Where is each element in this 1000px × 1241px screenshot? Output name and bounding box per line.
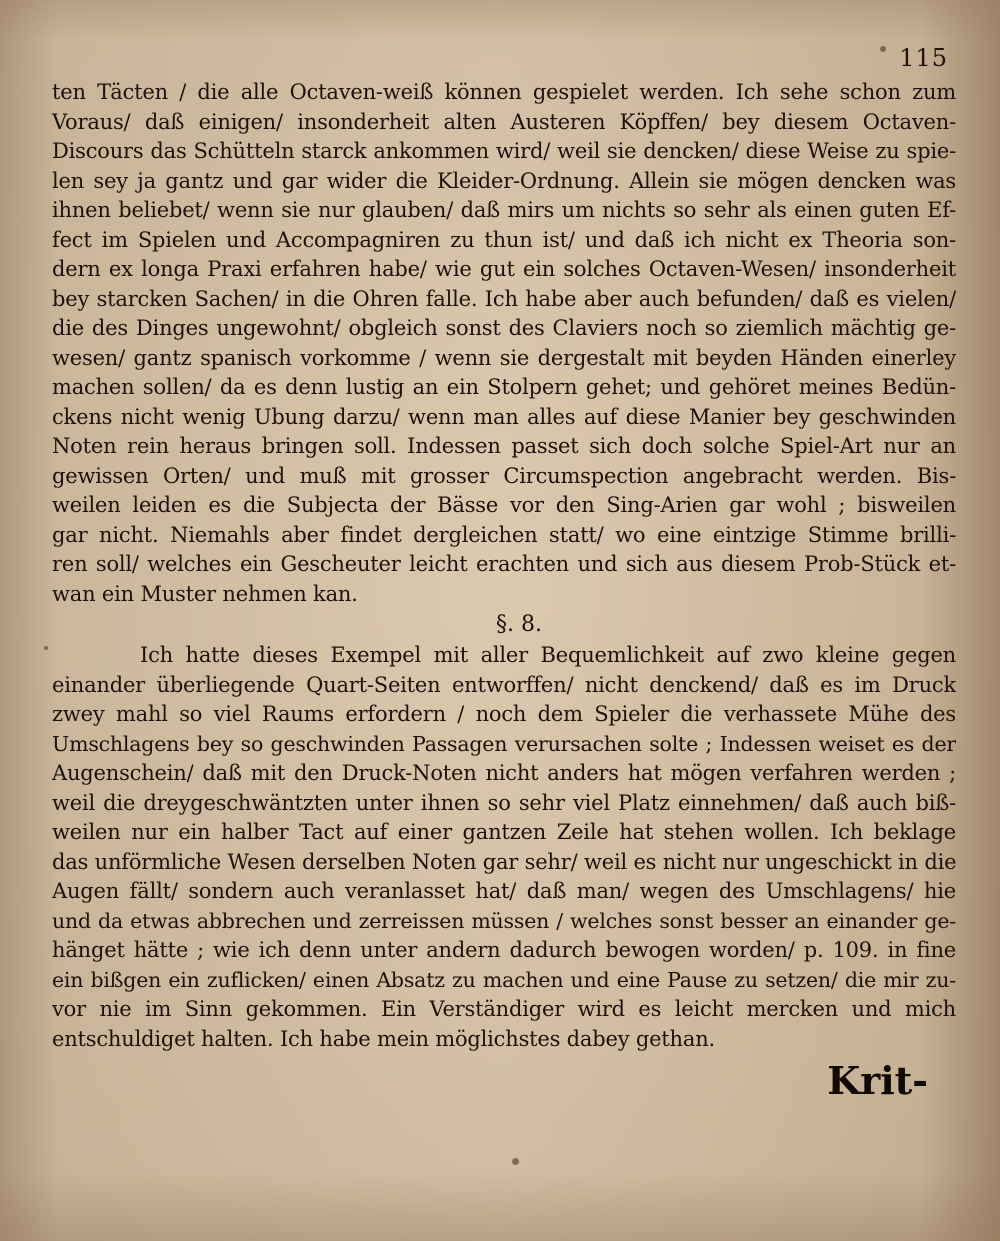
text-line: Augen fällt/ sondern auch veranlasset hat/ daß man/ wegen des Umschlagens/ hie <box>52 879 956 903</box>
text-line: das unförmliche Wesen derselben Noten gar sehr/ weil es nicht nur ungeschickt in die <box>52 849 956 874</box>
text-line: ckens nicht wenig Ubung darzu/ wenn man alles auf diese Manier bey geschwinden <box>52 404 956 429</box>
ink-spot <box>880 46 886 52</box>
text-line: bey starcken Sachen/ in die Ohren falle. Ich habe aber auch befunden/ daß es vielen/ <box>52 286 956 311</box>
text-line: gewissen Orten/ und muß mit grosser Circumspection angebracht werden. Bis- <box>52 463 956 488</box>
catchword: Krit- <box>827 1058 928 1103</box>
text-line: zwey mahl so viel Raums erfordern / noch dem Spieler die verhassete Mühe des <box>52 702 956 726</box>
text-line: dern ex longa Praxi erfahren habe/ wie gut ein solches Octaven-Wesen/ insonderheit <box>52 257 956 281</box>
text-line: machen sollen/ da es denn lustig an ein Stolpern gehet; und gehöret meines Bedün- <box>52 375 956 399</box>
text-line: ren soll/ welches ein Gescheuter leicht erachten und sich aus diesem Prob-Stück et- <box>52 552 956 576</box>
text-line: fect im Spielen und Accompagniren zu thun ist/ und daß ich nicht ex Theoria son- <box>52 227 956 252</box>
text-line: Ich hatte dieses Exempel mit aller Bequemlichkeit auf zwo kleine gegen <box>140 643 956 667</box>
text-line: Voraus/ daß einigen/ insonderheit alten Austeren Köpffen/ bey diesem Octaven- <box>52 109 956 134</box>
text-line: einander überliegende Quart-Seiten entworffen/ nicht denckend/ daß es im Druck <box>52 672 956 697</box>
text-line: ein bißgen ein zuflicken/ einen Absatz zu machen und eine Pause zu setzen/ die mir zu- <box>52 967 956 992</box>
text-line: gar nicht. Niemahls aber findet dergleichen statt/ wo eine eintzige Stimme brilli- <box>52 522 956 547</box>
section-heading: §. 8. <box>496 612 542 637</box>
page-number: 115 <box>899 44 948 72</box>
text-line: die des Dinges ungewohnt/ obgleich sonst des Claviers noch so ziemlich mächtig ge- <box>52 316 956 340</box>
page-shadow-bottom <box>0 1171 1000 1241</box>
body-text <box>52 78 956 1054</box>
text-line: vor nie im Sinn gekommen. Ein Verständiger wird es leicht mercken und mich <box>52 997 956 1021</box>
text-line: entschuldiget halten. Ich habe mein möglichstes dabey gethan. <box>52 1026 715 1051</box>
text-line: ihnen beliebet/ wenn sie nur glauben/ daß mirs um nichts so sehr als einen guten Ef- <box>52 198 956 222</box>
text-line: Augenschein/ daß mit den Druck-Noten nicht anders hat mögen verfahren werden ; <box>52 761 956 785</box>
text-line: wan ein Muster nehmen kan. <box>52 581 358 606</box>
text-line: weilen nur ein halber Tact auf einer gantzen Zeile hat stehen wollen. Ich beklage <box>52 820 956 844</box>
page-shadow-top <box>0 0 1000 40</box>
text-line: ten Täcten / die alle Octaven-weiß können gespielet werden. Ich sehe schon zum <box>52 80 956 104</box>
text-line: weilen leiden es die Subjecta der Bässe vor den Sing-Arien gar wohl ; bisweilen <box>52 493 956 517</box>
ink-spot <box>44 646 48 650</box>
text-line: Umschlagens bey so geschwinden Passagen verursachen solte ; Indessen weiset es der <box>52 731 956 756</box>
text-line: hänget hätte ; wie ich denn unter andern dadurch bewogen worden/ p. 109. in fine <box>52 938 956 962</box>
paragraph-2 <box>52 641 956 1054</box>
text-line: und da etwas abbrechen und zerreissen müssen / welches sonst besser an einander ge- <box>52 908 956 933</box>
ink-spot <box>512 1158 519 1165</box>
text-line: weil die dreygeschwäntzten unter ihnen so sehr viel Platz einnehmen/ daß auch biß- <box>52 790 956 815</box>
paragraph-1 <box>52 78 956 609</box>
text-line: Discours das Schütteln starck ankommen wird/ weil sie dencken/ diese Weise zu spie- <box>52 139 956 163</box>
text-line: Noten rein heraus bringen soll. Indessen passet sich doch solche Spiel-Art nur an <box>52 434 956 458</box>
text-line: wesen/ gantz spanisch vorkomme / wenn sie dergestalt mit beyden Händen einerley <box>52 345 956 370</box>
text-line: len sey ja gantz und gar wider die Kleider-Ordnung. Allein sie mögen dencken was <box>52 168 956 193</box>
